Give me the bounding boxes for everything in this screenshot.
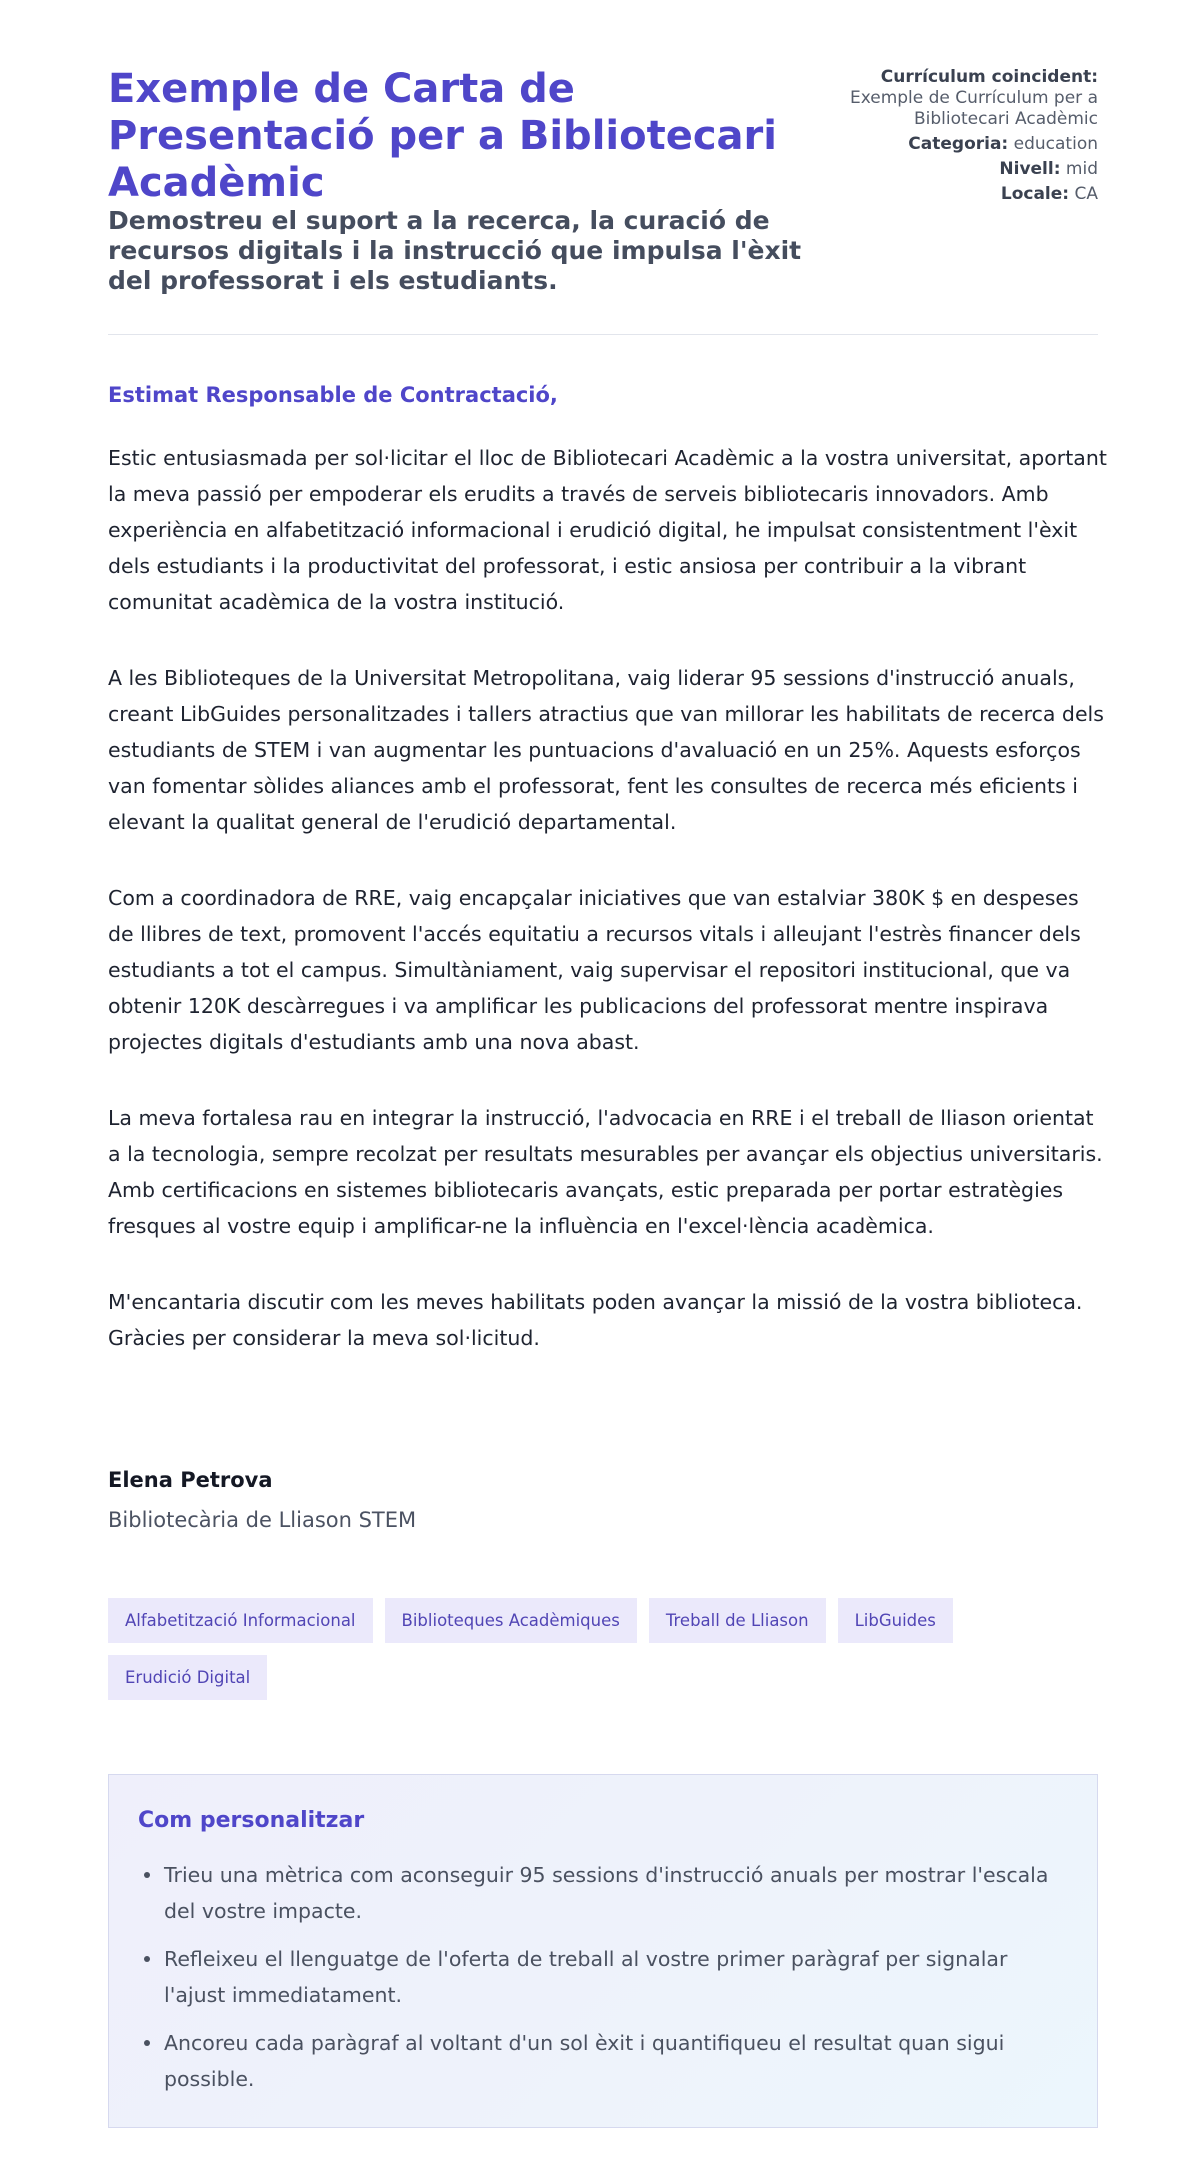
locale-row xyxy=(768,183,1098,205)
tag-chip[interactable]: Alfabetització Informacional xyxy=(108,1598,373,1643)
locale-label: Locale: xyxy=(1000,184,1070,204)
tag-chip[interactable]: LibGuides xyxy=(838,1598,953,1643)
tag-chip[interactable]: Treball de Lliason xyxy=(649,1598,826,1643)
tips-list xyxy=(164,1857,1064,2109)
matched-resume-label: Currículum coincident: xyxy=(880,67,1098,87)
letter-paragraph: A les Biblioteques de la Universitat Metropolitana, vaig liderar 95 sessions d'instrucció anuals, creant LibGuides personalitzades i tallers atractius que van millorar les habilitats de recerca dels estudiants de STEM i van augmentar les puntuacions d'avaluació en un 25%. Aquests esforços van fomentar sòlides aliances amb el professorat, fent les consultes de recerca més eficients i elevant la qualitat general de l'erudició departamental. xyxy=(108,666,1104,834)
letter-greeting: Estimat Responsable de Contractació, xyxy=(108,383,558,407)
signature-name: Elena Petrova xyxy=(108,1468,273,1492)
matched-resume-link[interactable]: Exemple de Currículum per a Bibliotecari Acadèmic xyxy=(849,88,1098,129)
category-row xyxy=(768,133,1098,155)
tip-item: Trieu una mètrica com aconseguir 95 sessions d'instrucció anuals per mostrar l'escala del vostre impacte. xyxy=(164,1857,1064,1929)
level-row xyxy=(768,158,1098,180)
metadata-panel xyxy=(768,66,1098,208)
letter-paragraph: Com a coordinadora de RRE, vaig encapçalar iniciatives que van estalviar 380K $ en despeses de llibres de text, promovent l'accés equitatiu a recursos vitals i alleujant l'estrès financer dels estudiants a tot el campus. Simultàniament, vaig supervisar el repositori institucional, que va obtenir 120K descàrregues i va amplificar les publicacions del professorat mentre inspirava projectes digitals d'estudiants amb una nova abast. xyxy=(108,886,1081,1054)
customization-tips-box xyxy=(108,1774,1098,2128)
signature-role: Bibliotecària de Lliason STEM xyxy=(108,1508,417,1532)
tip-item: Ancoreu cada paràgraf al voltant d'un sol èxit i quantifiqueu el resultat quan sigui possible. xyxy=(164,2025,1064,2097)
locale-value: CA xyxy=(1074,184,1098,204)
category-value: education xyxy=(1013,134,1098,154)
letter-paragraph: La meva fortalesa rau en integrar la instrucció, l'advocacia en RRE i el treball de lliason orientat a la tecnologia, sempre recolzat per resultats mesurables per avançar els objectius universitaris. Amb certificacions en sistemes bibliotecaris avançats, estic preparada per portar estratègies fresques al vostre equip i amplificar-ne la influència en l'excel·lència acadèmica. xyxy=(108,1106,1103,1238)
matched-resume-row xyxy=(768,66,1098,130)
letter-body xyxy=(108,440,1108,1396)
page-header xyxy=(108,0,1098,335)
category-label: Categoria: xyxy=(908,134,1009,154)
tag-chip[interactable]: Biblioteques Acadèmiques xyxy=(385,1598,637,1643)
level-value: mid xyxy=(1065,159,1098,179)
letter-paragraph: M'encantaria discutir com les meves habilitats poden avançar la missió de la vostra biblioteca. Gràcies per considerar la meva sol·licitud. xyxy=(108,1290,1083,1350)
tip-item: Refleixeu el llenguatge de l'oferta de treball al vostre primer paràgraf per signalar l'ajust immediatament. xyxy=(164,1941,1064,2013)
page-title: Exemple de Carta de Presentació per a Bibliotecari Acadèmic xyxy=(108,66,777,206)
cover-letter-page xyxy=(108,0,1107,2091)
skill-tags xyxy=(108,1598,1108,1700)
page-subtitle: Demostreu el suport a la recerca, la curació de recursos digitals i la instrucció que impulsa l'èxit del professorat i els estudiants. xyxy=(108,206,802,295)
letter-paragraph: Estic entusiasmada per sol·licitar el lloc de Bibliotecari Acadèmic a la vostra universitat, aportant la meva passió per empoderar els erudits a través de serveis bibliotecaris innovadors. Amb experiència en alfabetització informacional i erudició digital, he impulsat consistentment l'èxit dels estudiants i la productivitat del professorat, i estic ansiosa per contribuir a la vibrant comunitat acadèmica de la vostra institució. xyxy=(108,446,1107,614)
tips-title: Com personalitzar xyxy=(138,1808,365,1833)
letter-signature xyxy=(108,1468,416,1532)
tag-chip[interactable]: Erudició Digital xyxy=(108,1655,267,1700)
level-label: Nivell: xyxy=(999,159,1061,179)
